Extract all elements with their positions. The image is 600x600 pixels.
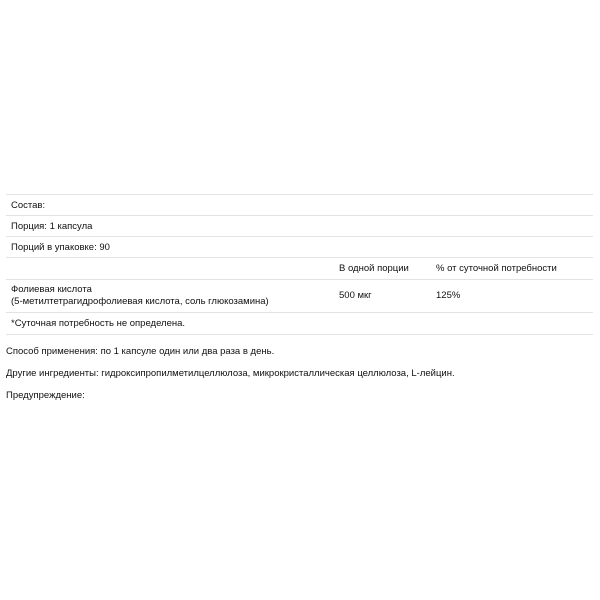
servings-per-container-row <box>6 237 593 258</box>
ingredient-amount: 500 мкг <box>339 290 372 301</box>
footnote: *Суточная потребность не определена. <box>11 318 186 329</box>
per-serving-header: В одной порции <box>339 263 409 274</box>
composition-label: Состав: <box>11 200 46 211</box>
ingredient-row <box>6 280 593 313</box>
column-header-row <box>6 258 593 280</box>
other-ingredients-text: Другие ингредиенты: гидроксипропилметилцеллюлоза, микрокристаллическая целлюлоза, L-лейцин. <box>6 368 455 379</box>
ingredient-detail: (5-метилтетрагидрофолиевая кислота, соль глюкозамина) <box>11 296 269 307</box>
supplement-facts-table <box>6 194 593 335</box>
ingredient-percent: 125% <box>436 290 461 301</box>
serving-size: Порция: 1 капсула <box>11 221 93 232</box>
usage-text: Способ применения: по 1 капсуле один или два раза в день. <box>6 346 275 357</box>
serving-size-row <box>6 216 593 237</box>
composition-row <box>6 195 593 216</box>
warning-label: Предупреждение: <box>6 390 85 401</box>
daily-value-header: % от суточной потребности <box>436 263 557 274</box>
ingredient-name: Фолиевая кислота <box>11 284 92 295</box>
footnote-row <box>6 313 593 335</box>
servings-per-container: Порций в упаковке: 90 <box>11 242 110 253</box>
